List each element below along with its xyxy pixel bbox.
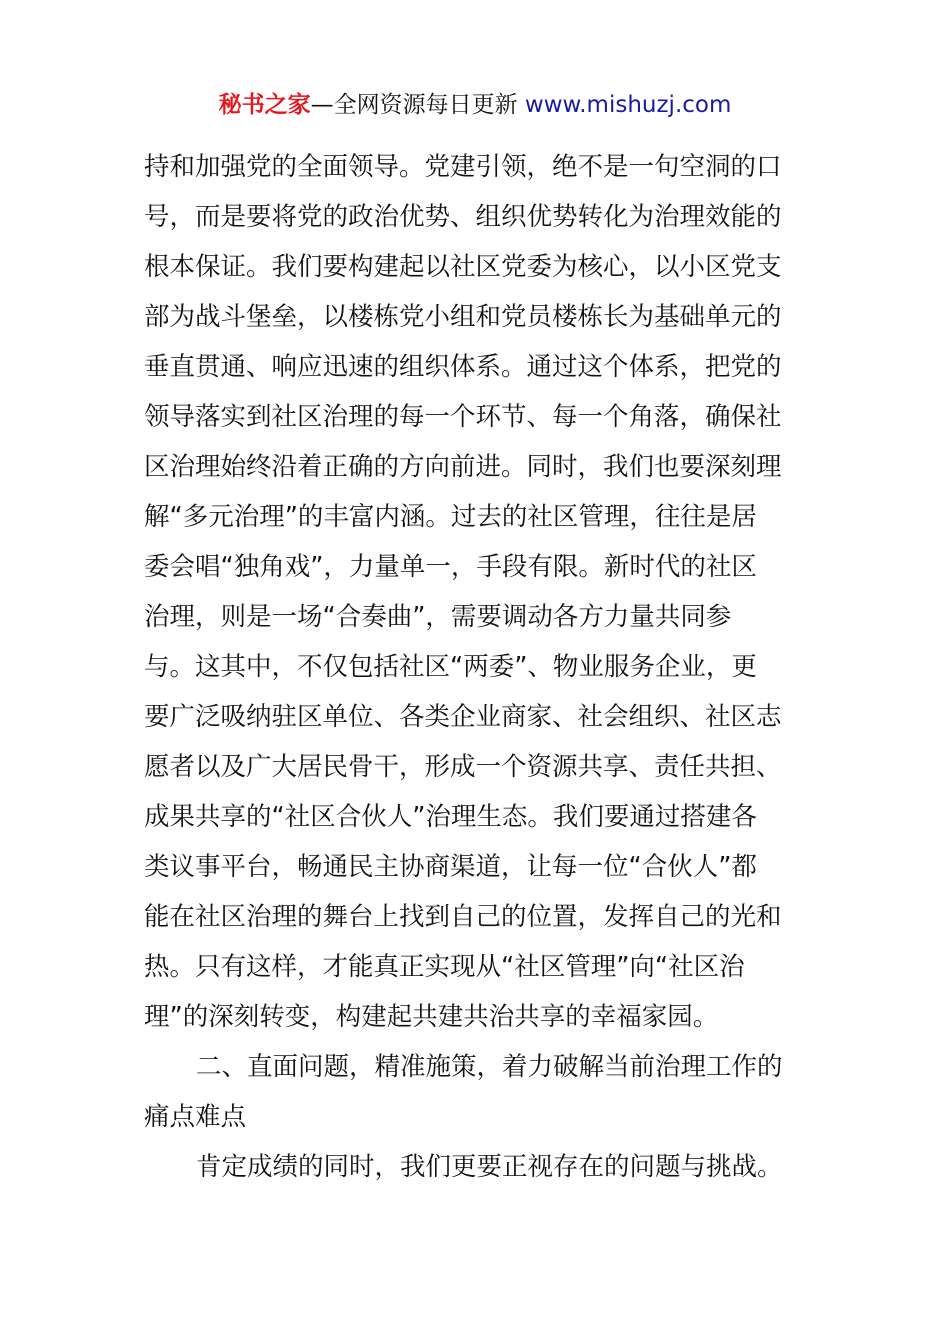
- page-header: [0, 88, 950, 122]
- body-line: 治理，则是一场“合奏曲”，需要调动各方力量共同参: [144, 602, 732, 632]
- paragraph-start: 肯定成绩的同时，我们更要正视存在的问题与挑战。: [196, 1152, 783, 1182]
- site-brand: 秘书之家: [218, 92, 311, 118]
- body-line: 能在社区治理的舞台上找到自己的位置，发挥自己的光和: [144, 902, 782, 932]
- body-line: 委会唱“独角戏”，力量单一，手段有限。新时代的社区: [144, 552, 757, 582]
- site-url[interactable]: www.mishuzj.com: [524, 92, 732, 118]
- body-line: 部为战斗堡垒，以楼栋党小组和党员楼栋长为基础单元的: [144, 302, 782, 332]
- body-line: 愿者以及广大居民骨干，形成一个资源共享、责任共担、: [144, 752, 782, 782]
- body-line: 解“多元治理”的丰富内涵。过去的社区管理，往往是居: [144, 502, 757, 532]
- body-line: 根本保证。我们要构建起以社区党委为核心，以小区党支: [144, 252, 782, 282]
- section-heading: 二、直面问题，精准施策，着力破解当前治理工作的: [196, 1052, 783, 1082]
- body-line: 领导落实到社区治理的每一个环节、每一个角落，确保社: [144, 402, 782, 432]
- section-heading-continued: 痛点难点: [144, 1102, 247, 1132]
- body-line: 与。这其中，不仅包括社区“两委”、物业服务企业，更: [144, 652, 757, 682]
- body-line: 成果共享的“社区合伙人”治理生态。我们要通过搭建各: [144, 802, 757, 832]
- body-line: 垂直贯通、响应迅速的组织体系。通过这个体系，把党的: [144, 352, 782, 382]
- body-line: 要广泛吸纳驻区单位、各类企业商家、社会组织、社区志: [144, 702, 782, 732]
- document-body: [144, 142, 808, 1192]
- body-line: 区治理始终沿着正确的方向前进。同时，我们也要深刻理: [144, 452, 782, 482]
- body-line: 热。只有这样，才能真正实现从“社区管理”向“社区治: [144, 952, 745, 982]
- body-line: 类议事平台，畅通民主协商渠道，让每一位“合伙人”都: [144, 852, 757, 882]
- site-slogan: —全网资源每日更新: [310, 92, 525, 118]
- body-line: 持和加强党的全面领导。党建引领，绝不是一句空洞的口: [144, 152, 782, 182]
- body-line: 号，而是要将党的政治优势、组织优势转化为治理效能的: [144, 202, 782, 232]
- body-line: 理”的深刻转变，构建起共建共治共享的幸福家园。: [144, 1002, 719, 1032]
